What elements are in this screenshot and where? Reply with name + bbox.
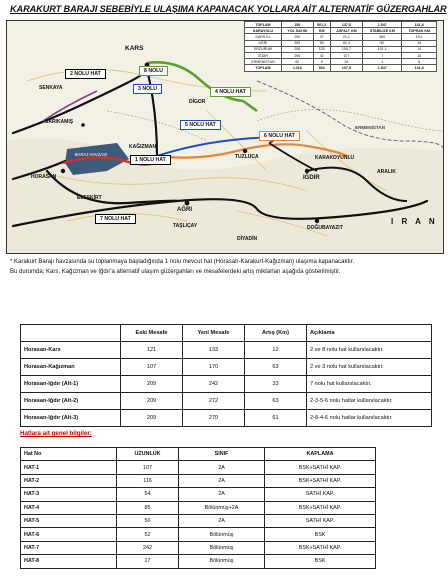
mini-row-cell: 137,5 xyxy=(330,65,363,71)
mini-row-cell: 1.547 xyxy=(363,22,402,28)
route-info-row-cell: 2A xyxy=(179,514,265,527)
route-info-row-cell: BSK+SATHİ KAP. xyxy=(265,541,376,554)
mini-row-cell: 501,2 xyxy=(313,22,330,28)
route-info-row-cell: HAT-1 xyxy=(21,461,117,474)
mini-row-cell: 360 xyxy=(363,34,402,40)
distance-row-cell: 7 nolu hat kullanılacaktır. xyxy=(307,376,432,393)
route-info-row-cell: 17 xyxy=(117,555,179,568)
page-title: KARAKURT BARAJI SEBEBİYLE ULAŞIMA KAPANACAK YOLLARA AİT ALTERNATİF GÜZERGAHLAR xyxy=(10,4,447,14)
distance-row-cell: 107 xyxy=(121,359,183,376)
city-agri: AĞRI xyxy=(177,207,192,213)
country-armenia: ERMENİSTAN xyxy=(355,125,386,130)
mini-row-cell: 19,1 xyxy=(402,34,437,40)
mini-row-cell: 59 xyxy=(313,40,330,46)
route-info-row-cell: SATHİ KAP. xyxy=(265,488,376,501)
route-info-row-cell: HAT-4 xyxy=(21,501,117,514)
mini-row-cell: 6 xyxy=(402,59,437,65)
note-line-2: Bu durumda; Kars, Kağızman ve Iğdır'a alternatif ulaşım güzergahları ve mesafelerdeki artış miktarları aşağıda gösterilmiştir. xyxy=(10,268,341,275)
mini-row-cell: 62 xyxy=(281,59,313,65)
route-label-2: 2 NOLU HAT xyxy=(65,69,106,79)
route-label-3: 3 NOLU xyxy=(133,84,162,94)
route-info-row-cell: 2A xyxy=(179,488,265,501)
mini-row-cell: 82,4 xyxy=(330,40,363,46)
lake-label: BARAJ HAVZASI xyxy=(74,152,108,157)
city-tuzluca: TUZLUCA xyxy=(235,154,259,160)
city-horasan: HORASAN xyxy=(31,174,57,180)
route-info-row-cell: 2A xyxy=(179,461,265,474)
distance-row-cell: 209 xyxy=(121,376,183,393)
mini-row-cell: ERMENİSTAN xyxy=(245,59,282,65)
distance-row-cell: 63 xyxy=(245,393,307,410)
distance-row-cell: 133 xyxy=(183,342,245,359)
distance-row-cell: Horasan-Iğdır (Alt-1) xyxy=(21,376,121,393)
route-info-row-cell: Bölünmüş xyxy=(179,528,265,541)
route-info-row-cell: BSK xyxy=(265,528,376,541)
mini-row-cell: 26 xyxy=(330,59,363,65)
mini-row-cell: ERZURUM xyxy=(245,46,282,52)
route-info-row xyxy=(21,541,376,554)
route-info-row-cell: BSK xyxy=(265,555,376,568)
distance-row-cell: 170 xyxy=(183,359,245,376)
route-info-row xyxy=(21,461,376,474)
route-label-4: 4 NOLU HAT xyxy=(210,87,251,97)
route-info-row-cell: BSK+SATHİ KAP. xyxy=(265,501,376,514)
hat-header-no: Hat No xyxy=(21,448,117,461)
distance-row-cell: 242 xyxy=(183,376,245,393)
city-digor: DİGOR xyxy=(189,99,206,105)
city-igdir: IĞDIR xyxy=(303,175,320,181)
mini-row-cell: 16 xyxy=(402,40,437,46)
route-info-row xyxy=(21,474,376,487)
city-eleskirt: ELEŞKİRT xyxy=(77,195,102,201)
distance-row-cell: 63 xyxy=(245,359,307,376)
distance-row xyxy=(21,393,432,410)
route-info-row-cell: 242 xyxy=(117,541,179,554)
route-info-row-cell: SATHİ KAP. xyxy=(265,514,376,527)
mini-row-cell: 42 xyxy=(313,52,330,58)
route-info-row xyxy=(21,514,376,527)
city-aralik: ARALIK xyxy=(377,169,396,175)
route-info-row xyxy=(21,528,376,541)
distance-row-cell: Horasan-Iğdır (Alt-3) xyxy=(21,410,121,427)
mini-row-cell: 305 xyxy=(281,40,313,46)
route-info-row-cell: 85 xyxy=(117,501,179,514)
route-info-row-cell: Bölünmüş+2A xyxy=(179,501,265,514)
mini-row-cell: 290 xyxy=(281,52,313,58)
mini-row-cell: 290 xyxy=(281,34,313,40)
route-info-row xyxy=(21,501,376,514)
route-map xyxy=(6,20,444,254)
dist-header-new: Yeni Mesafe xyxy=(183,325,245,342)
route-info-row-cell: HAT-7 xyxy=(21,541,117,554)
distance-row xyxy=(21,410,432,427)
mini-row-cell: STABİLİZE KM xyxy=(363,28,402,34)
city-diyadin: DİYADİN xyxy=(237,236,258,242)
distance-row-cell: 209 xyxy=(121,393,183,410)
mini-row-cell: 9 xyxy=(313,59,330,65)
mini-row-cell: 21,1 xyxy=(330,34,363,40)
dist-header-increase: Artış (Km) xyxy=(245,325,307,342)
mini-row-cell: TOPLAM xyxy=(245,65,282,71)
mini-row-cell: AĞRI xyxy=(245,40,282,46)
dist-header-old: Eski Mesafe xyxy=(121,325,183,342)
distance-row-cell: Horasan-Iğdır (Alt-2) xyxy=(21,393,121,410)
mini-row-cell: 125 xyxy=(313,46,330,52)
route-label-5: 5 NOLU HAT xyxy=(180,120,221,130)
distance-row-cell: 12 xyxy=(245,342,307,359)
distance-row-cell: 209 xyxy=(121,410,183,427)
mini-row-cell: TOPRAK KM xyxy=(402,28,437,34)
mini-row-cell: 14 xyxy=(402,46,437,52)
road-stats-table xyxy=(244,21,437,72)
country-iran: I R A N xyxy=(391,217,438,226)
city-kagizman: KAĞIZMAN xyxy=(129,144,156,150)
distance-row-cell: Horasan-Kağızman xyxy=(21,359,121,376)
route-info-row-cell: 107 xyxy=(117,461,179,474)
route-info-row-cell: HAT-2 xyxy=(21,474,117,487)
mini-row-cell: KARS İLİ xyxy=(245,34,282,40)
mini-row-cell: 1 xyxy=(363,59,402,65)
distance-row-cell: 61 xyxy=(245,410,307,427)
city-kars: KARS xyxy=(125,45,144,52)
route-info-row-cell: HAT-6 xyxy=(21,528,117,541)
route-label-7: 7 NOLU HAT xyxy=(95,214,136,224)
hat-header-class: SINIF xyxy=(179,448,265,461)
mini-row-cell: 137,5 xyxy=(330,22,363,28)
route-info-row-cell: 54 xyxy=(117,488,179,501)
distance-row xyxy=(21,359,432,376)
distance-row xyxy=(21,376,432,393)
mini-row-cell: 101,1 xyxy=(363,46,402,52)
explanation-note xyxy=(10,258,438,277)
mini-row-cell: 127 xyxy=(330,52,363,58)
route-label-6: 6 NOLU HAT xyxy=(259,131,300,141)
distance-row-cell: Horasan-Kars xyxy=(21,342,121,359)
distance-row-cell: 272 xyxy=(183,393,245,410)
route-info-row-cell: BSK+SATHİ KAP. xyxy=(265,461,376,474)
dist-header-route xyxy=(21,325,121,342)
dist-header-note: Açıklama xyxy=(307,325,432,342)
distance-row-cell: 2-3-5-6 nolu hatlar kullanılacaktır. xyxy=(307,393,432,410)
route-info-row-cell: 50 xyxy=(117,514,179,527)
mini-row xyxy=(245,65,437,71)
note-line-1: * Karakurt Barajı havzasında su toplanmaya başladığında 1 nolu mevcut hat (Horasan-Karakurt-Kağızman) ulaşıma kapanacaktır. xyxy=(10,259,355,265)
city-senkaya: SENKAYA xyxy=(39,85,63,91)
mini-row-cell: 1.013 xyxy=(281,65,313,71)
route-info-table xyxy=(20,447,376,569)
city-dogubayazit: DOĞUBAYAZIT xyxy=(307,225,343,231)
route-info-row-cell: HAT-8 xyxy=(21,555,117,568)
route-info-row-cell: BSK+SATHİ KAP. xyxy=(265,474,376,487)
mini-row-cell: 1.547 xyxy=(363,65,402,71)
route-info-row-cell: HAT-3 xyxy=(21,488,117,501)
route-info-row-cell: HAT-5 xyxy=(21,514,117,527)
mini-row-cell: YOL SAYISI xyxy=(281,28,313,34)
city-taslicay: TAŞLIÇAY xyxy=(173,223,198,229)
mini-row-cell: 150 xyxy=(281,22,313,28)
mini-row-cell: KARAYOLU xyxy=(245,28,282,34)
mini-row-cell: 37 xyxy=(313,34,330,40)
route-label-1: 1 NOLU HAT xyxy=(130,155,171,165)
mini-row-cell: 141,8 xyxy=(402,22,437,28)
city-sarikamis: SARIKAMIŞ xyxy=(45,119,74,125)
mini-row-cell: 105,7 xyxy=(330,46,363,52)
mini-row-cell: 141,8 xyxy=(402,65,437,71)
distance-row-cell: 2 ve 8 nolu hat kullanılacaktır. xyxy=(307,342,432,359)
city-karakoyunlu: KARAKOYUNLU xyxy=(315,155,355,161)
route-info-row-cell: Bölünmüş xyxy=(179,541,265,554)
route-info-row-cell: Bölünmüş xyxy=(179,555,265,568)
mini-row-cell: ASFALT KM xyxy=(330,28,363,34)
distance-table xyxy=(20,324,432,427)
mini-row-cell: 534 xyxy=(313,65,330,71)
distance-row-cell: 33 xyxy=(245,376,307,393)
route-label-8: 8 NOLU xyxy=(139,66,168,76)
distance-row-cell: 2-8-4-6 nolu hatlar kullanılacaktır. xyxy=(307,410,432,427)
distance-row-cell: 2 ve 3 nolu hat kullanılacaktır. xyxy=(307,359,432,376)
mini-row-cell: 10 xyxy=(402,52,437,58)
distance-row xyxy=(21,342,432,359)
distance-row-cell: 270 xyxy=(183,410,245,427)
mini-row-cell: IĞDIR xyxy=(245,52,282,58)
section-title: Hatlara ait genel bilgiler: xyxy=(20,430,92,437)
route-info-row-cell: 116 xyxy=(117,474,179,487)
route-info-row-cell: 2A xyxy=(179,474,265,487)
route-info-row-cell: 52 xyxy=(117,528,179,541)
mini-row-cell: TOPLAM xyxy=(245,22,282,28)
distance-row-cell: 121 xyxy=(121,342,183,359)
route-info-row xyxy=(21,555,376,568)
mini-row-cell: 7 xyxy=(363,52,402,58)
mini-row-cell: 208 xyxy=(281,46,313,52)
mini-row-cell: 50 xyxy=(363,40,402,46)
route-info-row xyxy=(21,488,376,501)
mini-row-cell: KM xyxy=(313,28,330,34)
hat-header-length: UZUNLUK xyxy=(117,448,179,461)
hat-header-surface: KAPLAMA xyxy=(265,448,376,461)
